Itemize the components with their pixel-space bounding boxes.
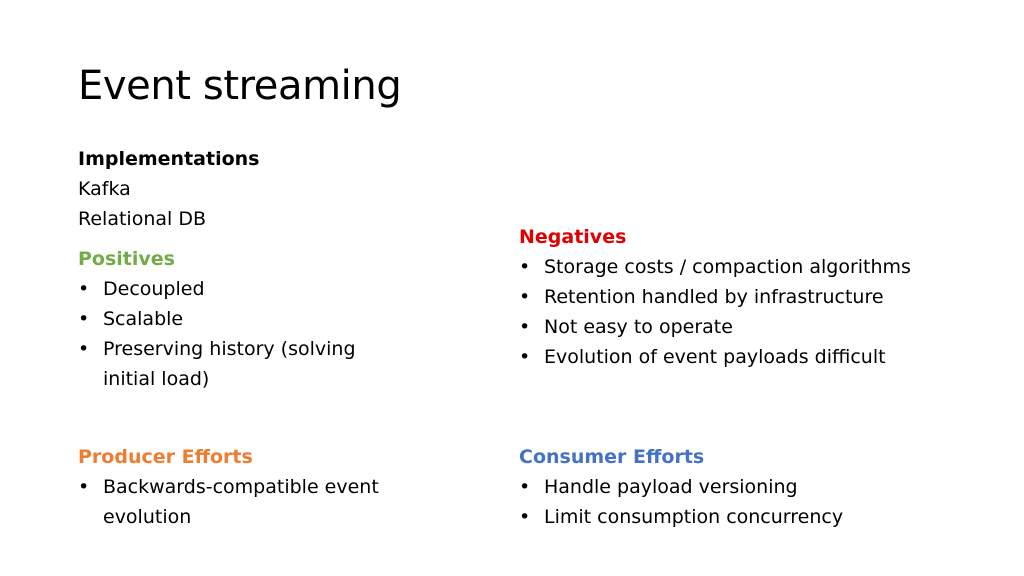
bullet-icon: • bbox=[519, 286, 531, 308]
bullet-icon: • bbox=[78, 308, 90, 330]
bullet-icon: • bbox=[519, 256, 531, 278]
negative-item-text: Not easy to operate bbox=[544, 316, 733, 338]
positive-item-text: Scalable bbox=[103, 308, 184, 330]
negatives-heading: Negatives bbox=[519, 226, 627, 248]
consumer-item-text: Limit consumption concurrency bbox=[544, 506, 844, 528]
producer-item-text: Backwards-compatible event evolution bbox=[103, 476, 379, 528]
list-item bbox=[78, 334, 398, 394]
implementation-item: Relational DB bbox=[78, 208, 206, 230]
bullet-icon: • bbox=[78, 278, 90, 300]
positive-item-text: Preserving history (solving initial load) bbox=[103, 338, 356, 390]
positives-heading: Positives bbox=[78, 248, 175, 270]
negatives-list bbox=[519, 252, 989, 372]
bullet-icon: • bbox=[519, 506, 531, 528]
list-item bbox=[78, 472, 418, 532]
consumer-efforts-heading: Consumer Efforts bbox=[519, 446, 705, 468]
producer-efforts-heading: Producer Efforts bbox=[78, 446, 253, 468]
list-item bbox=[519, 472, 989, 502]
bullet-icon: • bbox=[519, 316, 531, 338]
consumer-efforts-section bbox=[519, 442, 989, 532]
negative-item-text: Retention handled by infrastructure bbox=[544, 286, 884, 308]
positives-section bbox=[78, 244, 398, 394]
negative-item-text: Storage costs / compaction algorithms bbox=[544, 256, 911, 278]
list-item bbox=[519, 252, 989, 282]
consumer-item-text: Handle payload versioning bbox=[544, 476, 798, 498]
producer-efforts-list bbox=[78, 472, 418, 532]
list-item bbox=[519, 342, 989, 372]
implementations-section bbox=[78, 144, 259, 234]
list-item bbox=[519, 502, 989, 532]
producer-efforts-section bbox=[78, 442, 418, 532]
negative-item-text: Evolution of event payloads difficult bbox=[544, 346, 886, 368]
list-item bbox=[78, 274, 398, 304]
bullet-icon: • bbox=[519, 346, 531, 368]
consumer-efforts-list bbox=[519, 472, 989, 532]
positives-list bbox=[78, 274, 398, 394]
list-item bbox=[519, 312, 989, 342]
bullet-icon: • bbox=[78, 338, 90, 360]
bullet-icon: • bbox=[78, 476, 90, 498]
slide-title: Event streaming bbox=[78, 63, 402, 109]
positive-item-text: Decoupled bbox=[103, 278, 205, 300]
bullet-icon: • bbox=[519, 476, 531, 498]
list-item bbox=[519, 282, 989, 312]
negatives-section bbox=[519, 222, 989, 372]
list-item bbox=[78, 304, 398, 334]
implementation-item: Kafka bbox=[78, 178, 131, 200]
implementations-heading: Implementations bbox=[78, 148, 260, 170]
